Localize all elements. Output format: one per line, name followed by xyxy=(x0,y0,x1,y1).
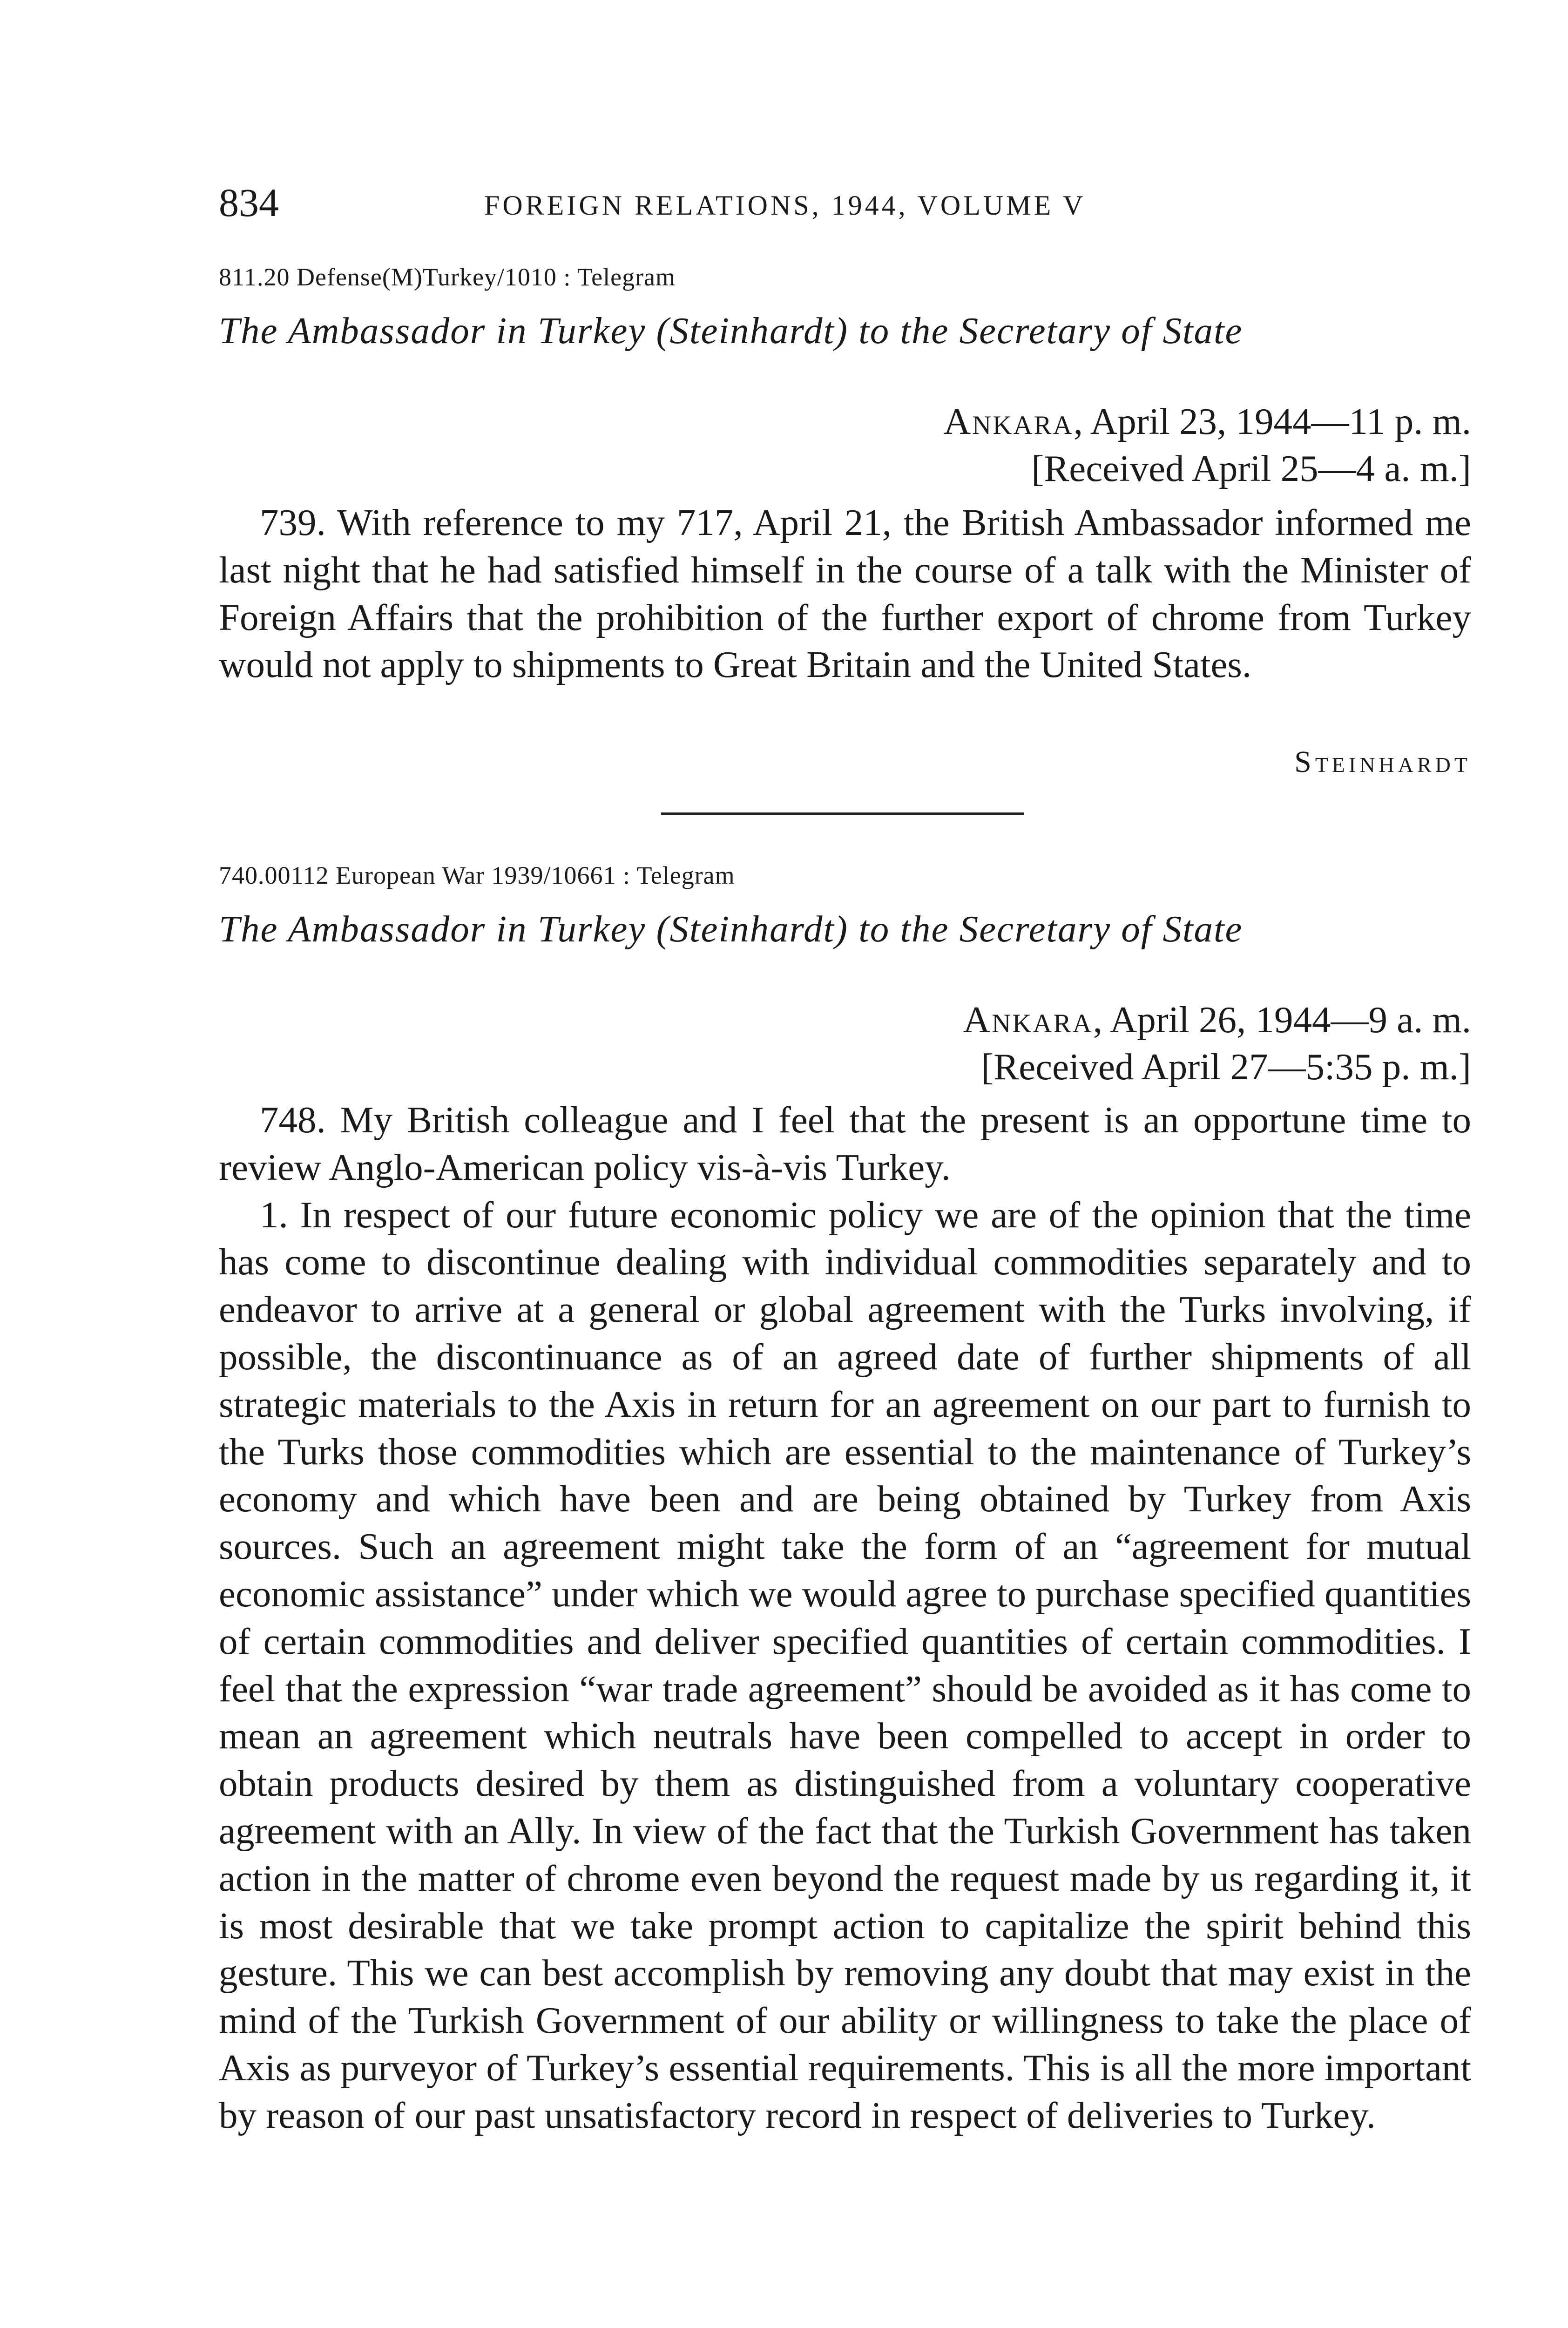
section-divider xyxy=(661,812,1024,815)
doc2-place: Ankara xyxy=(963,999,1093,1041)
doc2-paragraph-intro: 748. My British colleague and I feel that the present is an opportune time to review Anglo-American policy vis-à-vis Turkey. xyxy=(219,1099,1471,1188)
doc1-date: Ankara, April 23, 1944—11 p. m. xyxy=(943,400,1471,442)
doc1-dateline xyxy=(219,398,1471,492)
doc1-signature: Steinhardt xyxy=(1294,745,1471,779)
page-header xyxy=(219,179,1471,235)
doc1-title: The Ambassador in Turkey (Steinhardt) to the Secretary of State xyxy=(219,310,1243,352)
doc2-title: The Ambassador in Turkey (Steinhardt) to the Secretary of State xyxy=(219,908,1243,950)
doc2-dateline xyxy=(219,996,1471,1090)
doc1-paragraph: 739. With reference to my 717, April 21, the British Ambassador informed me last night that he had satisfied himself in the course of a talk with the Minister of Foreign Affairs that the prohibition of the further export of chrome from Turkey would not apply to shipments to Great Britain and the United States. xyxy=(219,501,1471,686)
doc2-date: Ankara, April 26, 1944—9 a. m. xyxy=(963,999,1471,1041)
page-number: 834 xyxy=(219,180,279,225)
doc2-received: [Received April 27—5:35 p. m.] xyxy=(981,1046,1471,1088)
doc2-paragraph-1: 1. In respect of our future economic policy we are of the opinion that the time has come to discontinue dealing with individual commodities separately and to endeavor to arrive at a general or global agreement with the Turks involving, if possible, the discontinuance as of an agreed date of further shipments of all strategic materials to the Axis in return for an agreement on our part to furnish to the Turks those commodities which are essential to the maintenance of Turkey’s economy and which have been and are being obtained by Turkey from Axis sources. Such an agreement might take the form of an “agreement for mutual economic assistance” under which we would agree to purchase specified quantities of certain commodities and deliver specified quantities of certain commodities. I feel that the expression “war trade agreement” should be avoided as it has come to mean an agreement which neutrals have been compelled to accept in order to obtain products desired by them as distinguished from a voluntary cooperative agreement with an Ally. In view of the fact that the Turkish Government has taken action in the matter of chrome even beyond the request made by us regarding it, it is most desirable that we take prompt action to capitalize the spirit behind this gesture. This we can best accomplish by removing any doubt that may exist in the mind of the Turkish Government of our ability or willingness to take the place of Axis as purveyor of Turkey’s essential requirements. This is all the more important by reason of our past unsatisfactory record in respect of deliveries to Turkey. xyxy=(219,1193,1472,2136)
doc1-received: [Received April 25—4 a. m.] xyxy=(1031,447,1471,489)
doc2-body xyxy=(219,1096,1471,2139)
doc2-file-ref: 740.00112 European War 1939/10661 : Telegram xyxy=(219,861,735,889)
doc1-body xyxy=(219,499,1471,689)
running-head: FOREIGN RELATIONS, 1944, VOLUME V xyxy=(484,190,1086,221)
doc1-file-ref: 811.20 Defense(M)Turkey/1010 : Telegram xyxy=(219,263,676,291)
doc1-place: Ankara xyxy=(943,400,1074,442)
